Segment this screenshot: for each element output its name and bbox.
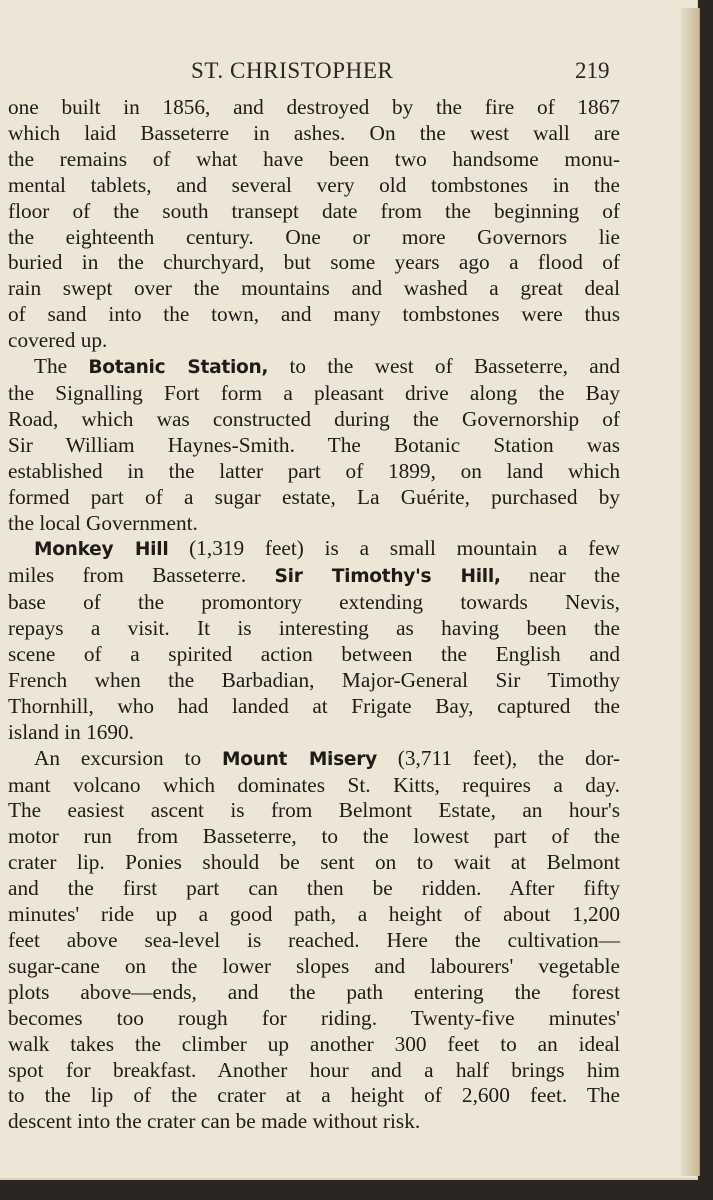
text-line xyxy=(8,1083,620,1109)
text-line xyxy=(8,1032,620,1058)
place-name: Botanic Station, xyxy=(88,357,269,379)
text-run: The easiest ascent is from Belmont Estate, an hour's xyxy=(8,798,620,823)
text-run: near the xyxy=(500,563,621,588)
text-line xyxy=(8,876,620,902)
text-run: buried in the churchyard, but some years ago a flood of xyxy=(8,250,620,275)
text-run: French when the Barbadian, Major-General Sir Timothy xyxy=(8,667,620,692)
text-run: becomes too rough for riding. Twenty-five minutes' xyxy=(8,1005,620,1030)
place-name: Sir Timothy's Hill, xyxy=(274,566,501,588)
text-line xyxy=(8,980,620,1006)
text-line xyxy=(8,563,620,590)
text-run: Road, which was constructed during the Governorship of xyxy=(8,406,620,431)
text-run: (3,711 feet), the dor- xyxy=(376,745,620,770)
place-name: Mount Misery xyxy=(222,748,377,770)
text-line xyxy=(8,928,620,954)
text-run: motor run from Basseterre, to the lowest part of the xyxy=(8,824,620,849)
text-run: the local Government. xyxy=(8,510,198,535)
text-line xyxy=(8,642,620,668)
text-line xyxy=(8,381,620,407)
text-run: mant volcano which dominates St. Kitts, requires a day. xyxy=(8,772,620,797)
text-line xyxy=(8,276,620,302)
body-text xyxy=(8,95,620,1135)
text-line xyxy=(8,433,620,459)
text-run: the eighteenth century. One or more Governors lie xyxy=(8,224,620,249)
text-line xyxy=(8,694,620,720)
text-run: feet above sea-level is reached. Here the cultivation— xyxy=(8,928,620,952)
text-line xyxy=(8,225,620,251)
text-line xyxy=(8,485,620,511)
text-run: and the first part can then be ridden. After fifty xyxy=(8,876,620,901)
text-run: covered up. xyxy=(8,328,108,353)
text-run: to the lip of the crater at a height of 2,600 feet. The xyxy=(8,1083,620,1108)
text-line xyxy=(8,798,620,824)
text-line xyxy=(8,250,620,276)
text-run: scene of a spirited action between the English and xyxy=(8,642,620,667)
text-run: minutes' ride up a good path, a height of about 1,200 xyxy=(8,902,620,927)
text-run: island in 1690. xyxy=(8,719,135,744)
text-run: walk takes the climber up another 300 feet to an ideal xyxy=(8,1031,620,1056)
text-run: established in the latter part of 1899, on land which xyxy=(8,458,620,483)
text-line xyxy=(8,668,620,694)
text-line xyxy=(8,536,620,563)
text-run: floor of the south transept date from the beginning of xyxy=(8,198,620,223)
page-number: 219 xyxy=(575,58,610,83)
text-line xyxy=(8,590,620,616)
text-run: the remains of what have been two handsome monu- xyxy=(8,146,620,171)
text-run: The xyxy=(34,354,89,379)
text-run: which laid Basseterre in ashes. On the west wall are xyxy=(8,120,620,145)
text-run: repays a visit. It is interesting as having been the xyxy=(8,616,620,641)
running-title: ST. CHRISTOPHER xyxy=(191,58,394,83)
text-line xyxy=(8,147,620,173)
text-line xyxy=(8,902,620,928)
paragraph xyxy=(8,746,620,1136)
text-line xyxy=(8,1058,620,1084)
text-run: plots above—ends, and the path entering the forest xyxy=(8,979,620,1004)
text-run: sugar-cane on the lower slopes and labourers' vegetable xyxy=(8,953,620,978)
text-line xyxy=(8,121,620,147)
page-edge xyxy=(681,8,700,1176)
text-line xyxy=(8,616,620,642)
running-head xyxy=(0,58,640,94)
text-run: mental tablets, and several very old tombstones in the xyxy=(8,172,620,197)
text-run: the Signalling Fort form a pleasant drive along the Bay xyxy=(8,380,620,405)
text-line xyxy=(8,459,620,485)
paragraph xyxy=(8,95,620,354)
text-run: formed part of a sugar estate, La Guérite, purchased by xyxy=(8,484,620,509)
text-run: rain swept over the mountains and washed a great deal xyxy=(8,276,620,301)
text-run: crater lip. Ponies should be sent on to wait at Belmont xyxy=(8,850,620,875)
text-run: miles from Basseterre. xyxy=(8,563,275,588)
text-run: Sir William Haynes-Smith. The Botanic Station was xyxy=(8,432,620,457)
text-run: Thornhill, who had landed at Frigate Bay, captured the xyxy=(8,693,620,718)
text-run: (1,319 feet) is a small mountain a few xyxy=(168,536,620,561)
text-line xyxy=(8,354,620,381)
text-line xyxy=(8,511,620,537)
paragraph xyxy=(8,536,620,745)
text-line xyxy=(8,954,620,980)
place-name: Monkey Hill xyxy=(34,539,169,561)
text-line xyxy=(8,173,620,199)
text-run: of sand into the town, and many tombstones were thus xyxy=(8,302,620,327)
paragraph xyxy=(8,354,620,536)
text-run: to the west of Basseterre, and xyxy=(268,354,620,379)
text-run: An excursion to xyxy=(34,745,222,770)
text-line xyxy=(8,824,620,850)
text-line xyxy=(8,746,620,773)
text-run: descent into the crater can be made without risk. xyxy=(8,1109,421,1134)
text-line xyxy=(8,95,620,121)
text-line xyxy=(8,720,620,746)
text-line xyxy=(8,773,620,799)
text-line xyxy=(8,328,620,354)
text-run: spot for breakfast. Another hour and a half brings him xyxy=(8,1057,620,1082)
text-line xyxy=(8,199,620,225)
text-line xyxy=(8,1006,620,1032)
text-run: base of the promontory extending towards Nevis, xyxy=(8,590,620,615)
text-line xyxy=(8,850,620,876)
text-line xyxy=(8,1109,620,1135)
text-run: one built in 1856, and destroyed by the fire of 1867 xyxy=(8,95,620,119)
text-line xyxy=(8,407,620,433)
text-line xyxy=(8,302,620,328)
